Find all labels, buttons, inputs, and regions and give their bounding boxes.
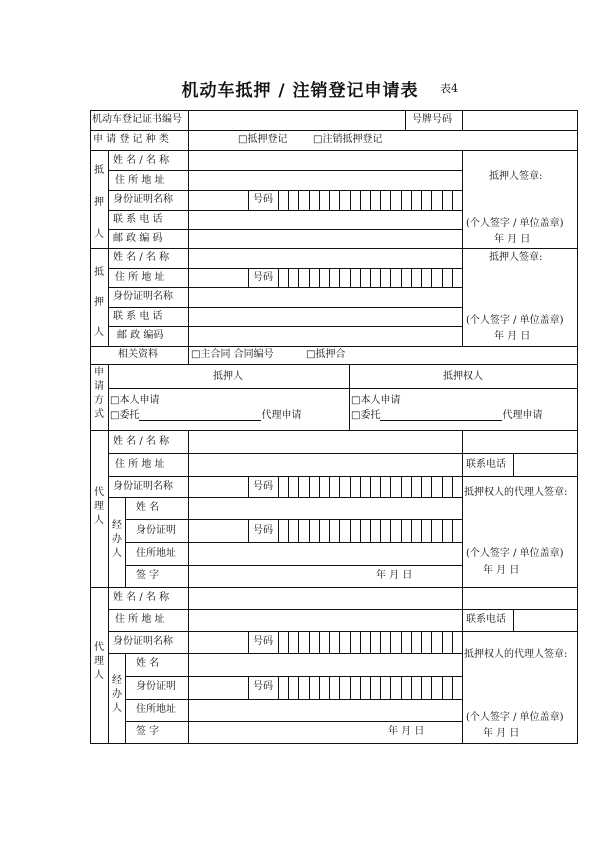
id-digit-cell-divider xyxy=(431,631,432,653)
id-digit-cell-divider xyxy=(360,631,361,653)
id-digit-cell-divider xyxy=(380,676,381,699)
id-digit-cell-divider xyxy=(298,190,299,210)
id-digit-cell-divider xyxy=(319,190,320,210)
id-digit-cell-divider xyxy=(309,268,310,287)
agent1-vertical-label: 代 理 人 xyxy=(94,487,104,526)
method-col-mortgagor: 抵押人 xyxy=(213,371,243,382)
reg-type-label: 申 请 登 记 种 类 xyxy=(93,134,169,145)
id-digit-cell-divider xyxy=(411,631,412,653)
a2-handler-id-label: 身份证明 xyxy=(136,681,176,692)
form-number: 表4 xyxy=(440,82,458,95)
opt-mortgage-checkbox[interactable]: □抵押登记 xyxy=(238,134,288,145)
id-digit-cell-divider xyxy=(431,519,432,542)
id-digit-cell-divider xyxy=(390,519,391,542)
cert-no-label: 机动车登记证书编号 xyxy=(92,114,182,125)
docs-label: 相关资料 xyxy=(118,349,158,360)
id-digit-cell-divider xyxy=(442,476,443,497)
id-digit-cell-divider xyxy=(360,268,361,287)
id-digit-cell-divider xyxy=(401,519,402,542)
id-digit-cell-divider xyxy=(452,190,453,210)
id-digit-cell-divider xyxy=(360,519,361,542)
id-digit-cell-divider xyxy=(370,476,371,497)
id-digit-cell-divider xyxy=(431,268,432,287)
id-digit-cell-divider xyxy=(370,268,371,287)
opt-cancel-checkbox[interactable]: □注销抵押登记 xyxy=(313,134,383,145)
a2-name-label: 姓 名 / 名 称 xyxy=(113,592,170,603)
id-digit-cell-divider xyxy=(360,676,361,699)
agent2-vertical-label: 代 理 人 xyxy=(94,642,104,681)
id-digit-cell-divider xyxy=(431,476,432,497)
id-digit-cell-divider xyxy=(350,676,351,699)
id-digit-cell-divider xyxy=(288,631,289,653)
m2-date: 年 月 日 xyxy=(494,331,531,342)
id-digit-cell-divider xyxy=(309,519,310,542)
id-digit-cell-divider xyxy=(452,268,453,287)
id-digit-cell-divider xyxy=(350,476,351,497)
a1-id-name-label: 身份证明名称 xyxy=(113,481,173,492)
a2-handler-name-label: 姓 名 xyxy=(136,658,160,669)
m2-id-name-label: 身份证明名称 xyxy=(113,291,173,302)
method-col-mortgagee: 抵押权人 xyxy=(443,371,483,382)
id-digit-cell-divider xyxy=(380,631,381,653)
id-digit-cell-divider xyxy=(421,676,422,699)
id-digit-cell-divider xyxy=(288,190,289,210)
id-digit-cell-divider xyxy=(401,190,402,210)
a1-date: 年 月 日 xyxy=(483,565,520,576)
id-digit-cell-divider xyxy=(309,190,310,210)
a2-handler-addr-label: 住所地址 xyxy=(136,704,176,715)
docs-main-contract-checkbox[interactable]: □主合同 合同编号 xyxy=(191,349,274,360)
id-digit-cell-divider xyxy=(411,190,412,210)
m2-sign-hint: (个人签字 / 单位盖章) xyxy=(466,315,564,326)
id-digit-cell-divider xyxy=(360,476,361,497)
m1-date: 年 月 日 xyxy=(494,234,531,245)
id-digit-cell-divider xyxy=(350,190,351,210)
method-e-entrust-row: □委托 代理申请 xyxy=(351,410,543,421)
agent2-handler-vertical: 经 办 人 xyxy=(112,675,122,714)
id-digit-cell-divider xyxy=(339,676,340,699)
id-digit-cell-divider xyxy=(370,519,371,542)
m2-name-label: 姓 名 / 名 称 xyxy=(113,252,170,263)
id-digit-cell-divider xyxy=(442,519,443,542)
m1-id-number-label: 号码 xyxy=(253,194,273,205)
id-digit-cell-divider xyxy=(298,519,299,542)
m2-sign-label: 抵押人签章: xyxy=(489,252,543,263)
id-digit-cell-divider xyxy=(288,676,289,699)
id-digit-cell-divider xyxy=(431,190,432,210)
id-digit-cell-divider xyxy=(329,268,330,287)
id-digit-cell-divider xyxy=(411,268,412,287)
a2-address-label: 住 所 地 址 xyxy=(115,614,165,625)
id-digit-cell-divider xyxy=(452,631,453,653)
id-digit-cell-divider xyxy=(329,190,330,210)
agent1-handler-vertical: 经 办 人 xyxy=(112,520,122,559)
id-digit-cell-divider xyxy=(442,268,443,287)
id-digit-cell-divider xyxy=(339,631,340,653)
id-digit-cell-divider xyxy=(380,519,381,542)
m2-phone-label: 联 系 电 话 xyxy=(113,311,163,322)
id-digit-cell-divider xyxy=(370,631,371,653)
id-digit-cell-divider xyxy=(401,476,402,497)
m1-phone-label: 联 系 电 话 xyxy=(113,214,163,225)
id-digit-cell-divider xyxy=(329,676,330,699)
method-m-self-checkbox[interactable]: □本人申请 xyxy=(110,395,160,406)
a2-handler-sign-label: 签 字 xyxy=(136,726,160,737)
id-digit-cell-divider xyxy=(350,631,351,653)
m1-id-name-label: 身份证明名称 xyxy=(113,194,173,205)
id-digit-cell-divider xyxy=(339,268,340,287)
id-digit-cell-divider xyxy=(421,190,422,210)
id-digit-cell-divider xyxy=(309,631,310,653)
a2-id-number-label: 号码 xyxy=(253,636,273,647)
id-digit-cell-divider xyxy=(339,476,340,497)
method-vertical-label: 申 请 方 式 xyxy=(94,367,104,420)
method-e-self-checkbox[interactable]: □本人申请 xyxy=(351,395,401,406)
id-digit-cell-divider xyxy=(442,676,443,699)
id-digit-cell-divider xyxy=(411,476,412,497)
id-digit-cell-divider xyxy=(411,519,412,542)
id-digit-cell-divider xyxy=(431,676,432,699)
m2-id-number-label: 号码 xyxy=(253,272,273,283)
id-digit-cell-divider xyxy=(401,268,402,287)
id-digit-cell-divider xyxy=(319,676,320,699)
id-digit-cell-divider xyxy=(390,190,391,210)
form-title: 机动车抵押 / 注销登记申请表 xyxy=(181,81,419,101)
a2-date: 年 月 日 xyxy=(483,728,520,739)
id-digit-cell-divider xyxy=(329,476,330,497)
id-digit-cell-divider xyxy=(298,476,299,497)
method-m-entrust-row: □委托 代理申请 xyxy=(110,410,302,421)
id-digit-cell-divider xyxy=(319,519,320,542)
plate-label: 号牌号码 xyxy=(412,114,452,125)
a1-handler-date: 年 月 日 xyxy=(376,570,413,581)
id-digit-cell-divider xyxy=(298,631,299,653)
id-digit-cell-divider xyxy=(298,676,299,699)
a1-handler-sign-label: 签 字 xyxy=(136,570,160,581)
id-digit-cell-divider xyxy=(452,676,453,699)
a1-name-label: 姓 名 / 名 称 xyxy=(113,436,170,447)
id-digit-cell-divider xyxy=(421,476,422,497)
a1-handler-id-label: 身份证明 xyxy=(136,525,176,536)
id-digit-cell-divider xyxy=(319,476,320,497)
m1-sign-hint: (个人签字 / 单位盖章) xyxy=(466,218,564,229)
id-digit-cell-divider xyxy=(421,631,422,653)
m2-postcode-label: 邮 政 编码 xyxy=(117,330,164,341)
id-digit-cell-divider xyxy=(380,476,381,497)
id-digit-cell-divider xyxy=(370,190,371,210)
a2-handler-id-number-label: 号码 xyxy=(253,681,273,692)
id-digit-cell-divider xyxy=(339,519,340,542)
docs-mortgage-contract-checkbox[interactable]: □抵押合 xyxy=(306,349,346,360)
a1-handler-addr-label: 住所地址 xyxy=(136,548,176,559)
a1-sign-label: 抵押权人的代理人签章: xyxy=(464,487,568,498)
id-digit-cell-divider xyxy=(370,676,371,699)
id-digit-cell-divider xyxy=(380,268,381,287)
id-digit-cell-divider xyxy=(350,519,351,542)
a1-handler-name-label: 姓 名 xyxy=(136,502,160,513)
a2-sign-hint: (个人签字 / 单位盖章) xyxy=(466,712,564,723)
mortgagor2-vertical-label: 抵 押 人 xyxy=(94,267,104,338)
id-digit-cell-divider xyxy=(390,631,391,653)
id-digit-cell-divider xyxy=(442,190,443,210)
id-digit-cell-divider xyxy=(401,676,402,699)
id-digit-cell-divider xyxy=(390,476,391,497)
a1-sign-hint: (个人签字 / 单位盖章) xyxy=(466,548,564,559)
a1-address-label: 住 所 地 址 xyxy=(115,459,165,470)
id-digit-cell-divider xyxy=(339,190,340,210)
id-digit-cell-divider xyxy=(319,268,320,287)
m1-postcode-label: 邮 政 编 码 xyxy=(113,233,163,244)
a2-phone-label: 联系电话 xyxy=(466,614,506,625)
id-digit-cell-divider xyxy=(421,268,422,287)
id-digit-cell-divider xyxy=(390,268,391,287)
a2-handler-date: 年 月 日 xyxy=(388,726,425,737)
m1-name-label: 姓 名 / 名 称 xyxy=(113,155,170,166)
id-digit-cell-divider xyxy=(329,631,330,653)
plate-field[interactable] xyxy=(464,112,576,128)
id-digit-cell-divider xyxy=(390,676,391,699)
id-digit-cell-divider xyxy=(421,519,422,542)
id-digit-cell-divider xyxy=(309,476,310,497)
id-digit-cell-divider xyxy=(380,190,381,210)
method-m-entrust-checkbox[interactable]: □委托 xyxy=(110,410,140,421)
a1-handler-id-number-label: 号码 xyxy=(253,525,273,536)
mortgagor1-vertical-label: 抵 押 人 xyxy=(94,165,104,240)
a1-phone-label: 联系电话 xyxy=(466,459,506,470)
id-digit-cell-divider xyxy=(360,190,361,210)
m2-address-label: 住 所 地 址 xyxy=(115,272,165,283)
id-digit-cell-divider xyxy=(452,476,453,497)
a1-id-number-label: 号码 xyxy=(253,481,273,492)
m1-sign-label: 抵押人签章: xyxy=(489,171,543,182)
id-digit-cell-divider xyxy=(288,268,289,287)
a2-sign-label: 抵押权人的代理人签章: xyxy=(464,649,568,660)
m1-address-label: 住 所 地 址 xyxy=(115,175,165,186)
id-digit-cell-divider xyxy=(442,631,443,653)
a2-id-name-label: 身份证明名称 xyxy=(113,636,173,647)
id-digit-cell-divider xyxy=(288,519,289,542)
cert-no-field[interactable] xyxy=(190,112,403,128)
id-digit-cell-divider xyxy=(350,268,351,287)
method-e-entrust-checkbox[interactable]: □委托 xyxy=(351,410,381,421)
id-digit-cell-divider xyxy=(298,268,299,287)
id-digit-cell-divider xyxy=(319,631,320,653)
id-digit-cell-divider xyxy=(309,676,310,699)
id-digit-cell-divider xyxy=(288,476,289,497)
id-digit-cell-divider xyxy=(411,676,412,699)
id-digit-cell-divider xyxy=(452,519,453,542)
id-digit-cell-divider xyxy=(329,519,330,542)
id-digit-cell-divider xyxy=(401,631,402,653)
